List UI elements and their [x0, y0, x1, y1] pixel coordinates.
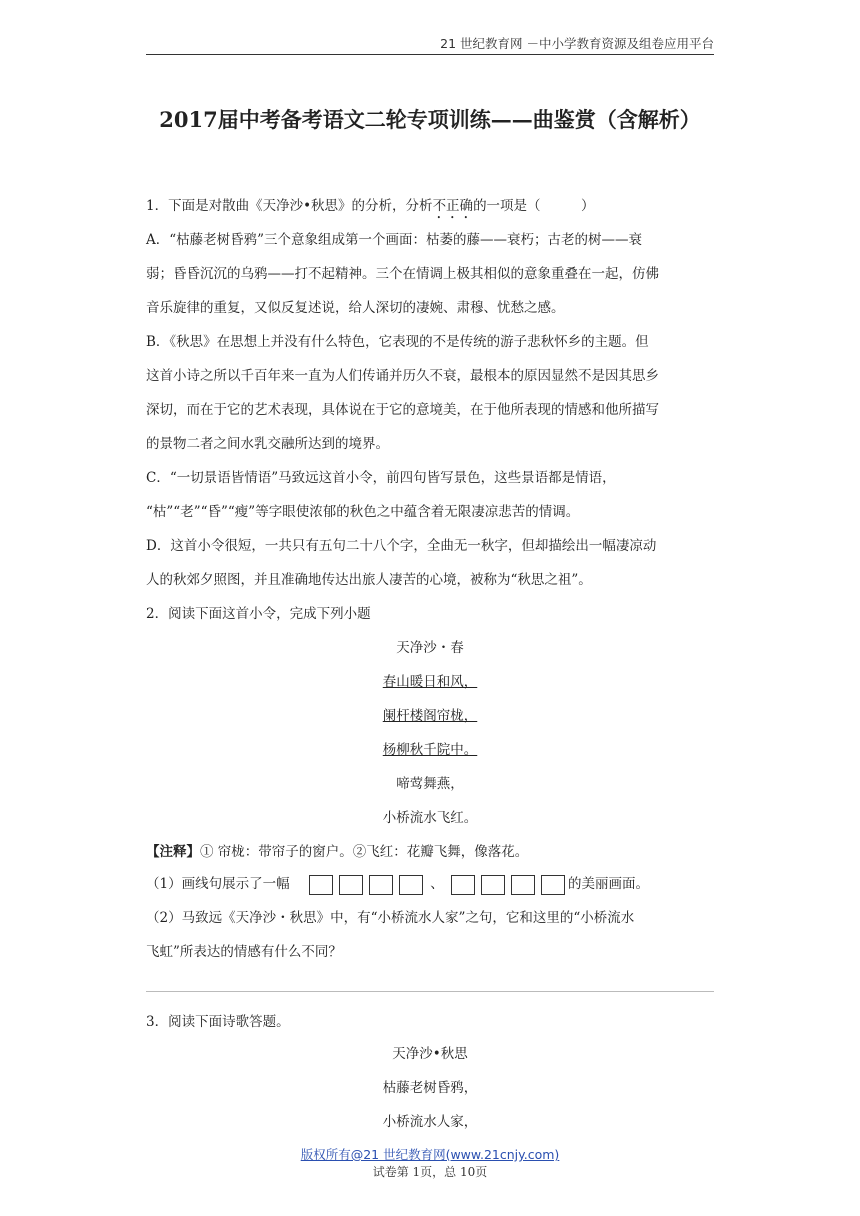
q1-option-b-line2: 这首小诗之所以千百年来一直为人们传诵并历久不衰，最根本的原因显然不是因其思乡 [146, 368, 659, 384]
q2-poem-title: 天净沙・春 [396, 640, 464, 656]
q2-poem-line5: 小桥流水飞红。 [382, 810, 478, 826]
q1-option-b-line4: 的景物二者之间水乳交融所达到的境界。 [146, 436, 389, 452]
q2-note: 【注释】① 帘栊：带帘子的窗户。②飞红：花瓣飞舞，像落花。 [146, 844, 529, 860]
q1-option-a-line2: 弱；昏昏沉沉的乌鸦——打不起精神。三个在情调上极其相似的意象重叠在一起，仿佛 [146, 266, 659, 282]
answer-box[interactable] [481, 875, 505, 895]
q3-stem: 3．阅读下面诗歌答题。 [146, 1014, 290, 1030]
q1-option-d-line2: 人的秋郊夕照图，并且准确地传达出旅人凄苦的心境，被称为“秋思之祖”。 [146, 572, 592, 588]
q1-option-a-line1: A．“枯藤老树昏鸦”三个意象组成第一个画面：枯萎的藤——衰朽；古老的树——衰 [146, 232, 643, 248]
q2-poem-line1: 春山暖日和风， [382, 674, 478, 690]
answer-box[interactable] [451, 875, 475, 895]
q1-stem: 1．下面是对散曲《天净沙•秋思》的分析，分析不正确的一项是（ ） [146, 198, 595, 214]
q2-stem: 2．阅读下面这首小令，完成下列小题 [146, 606, 371, 622]
q3-poem-title: 天净沙•秋思 [392, 1046, 468, 1062]
q2-sub2-line2: 飞虹”所表达的情感有什么不同？ [146, 944, 342, 960]
q1-option-a-line3: 音乐旋律的重复，又似反复述说，给人深切的凄婉、肃穆、忧愁之感。 [146, 300, 565, 316]
q3-poem-line2: 小桥流水人家， [382, 1114, 478, 1130]
document-title: 2017届中考备考语文二轮专项训练——曲鉴赏（含解析） [159, 107, 701, 132]
q1-option-c-line2: “枯”“老”“昏”“瘦”等字眼使浓郁的秋色之中蕴含着无限凄凉悲苦的情调。 [146, 504, 580, 520]
answer-box[interactable] [399, 875, 423, 895]
q1-option-c-line1: C．“一切景语皆情语”马致远这首小令，前四句皆写景色，这些景语都是情语， [146, 470, 616, 486]
answer-box[interactable] [369, 875, 393, 895]
q1-option-b-line3: 深切，而在于它的艺术表现，具体说在于它的意境美，在于他所表现的情感和他所描写 [146, 402, 659, 418]
q2-poem-line4: 啼莺舞燕， [396, 776, 464, 792]
answer-box[interactable] [541, 875, 565, 895]
answer-box[interactable] [309, 875, 333, 895]
q2-poem-line2: 阑杆楼阁帘栊， [382, 708, 478, 724]
q2-sub2-line1: （2）马致远《天净沙・秋思》中，有“小桥流水人家”之句，它和这里的“小桥流水 [146, 910, 635, 926]
q2-poem-line3: 杨柳秋千院中。 [382, 742, 478, 758]
q1-option-d-line1: D．这首小令很短，一共只有五句二十八个字，全曲无一秋字，但却描绘出一幅凄凉动 [146, 538, 657, 554]
answer-line[interactable] [146, 991, 714, 992]
q3-poem-line1: 枯藤老树昏鸦， [382, 1080, 478, 1096]
page-header: 21 世纪教育网 －中小学教育资源及组卷应用平台 [146, 34, 714, 55]
page-number: 试卷第 1页，总 10页 [372, 1165, 488, 1179]
q2-sub1: （1）画线句展示了一幅 、 的美丽画面。 [146, 874, 649, 895]
answer-box[interactable] [511, 875, 535, 895]
q1-option-b-line1: B．《秋思》在思想上并没有什么特色，它表现的不是传统的游子悲秋怀乡的主题。但 [146, 334, 649, 350]
answer-box[interactable] [339, 875, 363, 895]
copyright-link[interactable]: 版权所有@21 世纪教育网(www.21cnjy.com) [300, 1147, 560, 1162]
